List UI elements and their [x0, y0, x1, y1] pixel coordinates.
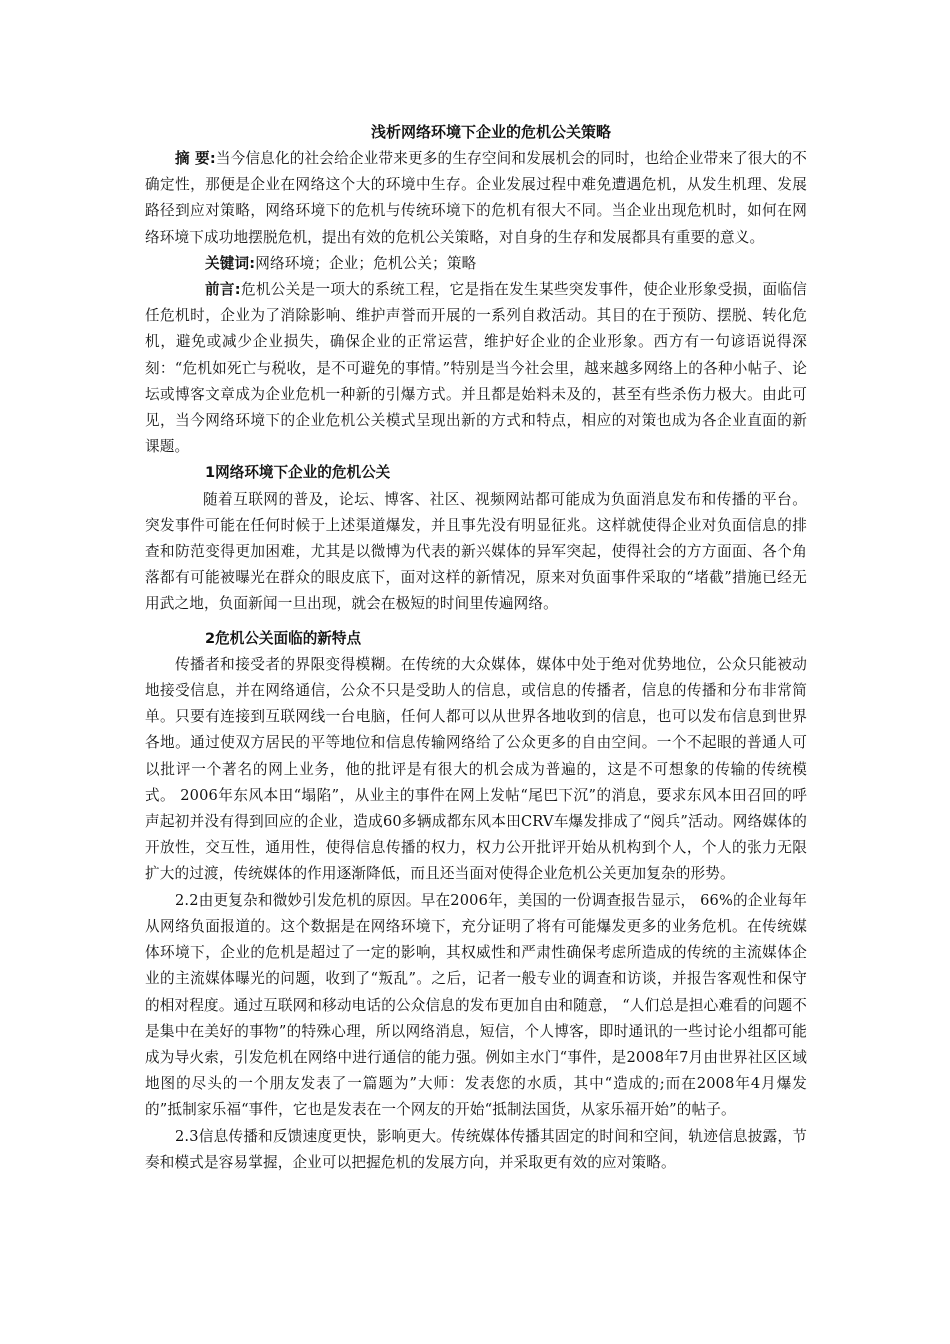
section-1-heading: 1网络环境下企业的危机公关 — [205, 464, 391, 482]
document-body — [145, 122, 807, 1176]
document-title: 浅析网络环境下企业的危机公关策略 — [370, 123, 611, 141]
section-2-paragraph-1: 传播者和接受者的界限变得模糊。在传统的大众媒体，媒体中处于绝对优势地位，公众只能被动地接受信息，并在网络通信，公众不只是受助人的信息，或信息的传播者，信息的传播和分布非常简单。只要有连接到互联网线一台电脑，任何人都可以从世界各地收到的信息，也可以发布信息到世界各地。通过使双方居民的平等地位和信息传输网络给了公众更多的自由空间。一个不起眼的普通人可以批评一个著名的网上业务，他的批评是有很大的机会成为普遍的，这是不可想象的传输的传统模式。 2006年东风本田“塌陷”，从业主的事件在网上发帖“尾巴下沉”的消息，要求东风本田召回的呼声起初并没有得到回应的企业，造成60多辆成都东风本田CRV车爆发排成了“阅兵”活动。网络媒体的开放性，交互性，通用性，使得信息传播的权力，权力公开批评开始从机构到个人，个人的张力无限扩大的过渡，传统媒体的作用逐渐降低，而且还当面对使得企业危机公关更加复杂的形势。 — [145, 655, 807, 883]
keywords-text: 网络环境；企业；危机公关；策略 — [255, 254, 477, 272]
preface-paragraph — [145, 277, 807, 460]
section-2-heading: 2危机公关面临的新特点 — [205, 629, 362, 647]
section-2-paragraph-2: 2.2由更复杂和微妙引发危机的原因。早在2006年，美国的一份调查报告显示， 66%的企业每年从网络负面报道的。这个数据是在网络环境下，充分证明了将有可能爆发更多的业务危机。在传统媒体环境下，企业的危机是超过了一定的影响，其权威性和严肃性确保考虑所造成的传统的主流媒体企业的主流媒体曝光的问题，收到了“叛乱”。之后，记者一般专业的调查和访谈，并报告客观性和保守的相对程度。通过互联网和移动电话的公众信息的发布更加自由和随意， “人们总是担心难看的问题不是集中在美好的事物”的特殊心理，所以网络消息，短信，个人博客，即时通讯的一些讨论小组都可能成为导火索，引发危机在网络中进行通信的能力强。例如主水门“事件，是2008年7月由世界社区区域地图的尽头的一个朋友发表了一篇题为”大师：发表您的水质，其中“造成的;而在2008年4月爆发的”抵制家乐福“事件，它也是发表在一个网友的开始“抵制法国货，从家乐福开始”的帖子。 — [145, 891, 807, 1119]
abstract-paragraph — [145, 146, 807, 251]
section-1-paragraph: 随着互联网的普及，论坛、博客、社区、视频网站都可能成为负面消息发布和传播的平台。突发事件可能在任何时候于上述渠道爆发，并且事先没有明显征兆。这样就使得企业对负面信息的排查和防范变得更加困难，尤其是以微博为代表的新兴媒体的异军突起，使得社会的方方面面、各个角落都有可能被曝光在群众的眼皮底下，面对这样的新情况，原来对负面事件采取的“堵截”措施已经无用武之地，负面新闻一旦出现，就会在极短的时间里传遍网络。 — [145, 490, 807, 613]
preface-label: 前言: — [205, 281, 241, 299]
preface-text: 危机公关是一项大的系统工程，它是指在发生某些突发事件，使企业形象受损，面临信任危机时，企业为了消除影响、维护声誉而开展的一系列自救活动。其目的在于预防、摆脱、转化危机，避免或减少企业损失，确保企业的正常运营，维护好企业的企业形象。西方有一句谚语说得深刻：“危机如死亡与税收，是不可避免的事情。”特别是当今社会里，越来越多网络上的各种小帖子、论坛或博客文章成为企业危机一种新的引爆方式。并且都是始料未及的，甚至有些杀伤力极大。由此可见，当今网络环境下的企业危机公关模式呈现出新的方式和特点，相应的对策也成为各企业直面的新课题。 — [145, 281, 807, 456]
abstract-text: 当今信息化的社会给企业带来更多的生存空间和发展机会的同时，也给企业带来了很大的不确定性，那便是企业在网络这个大的环境中生存。企业发展过程中难免遭遇危机，从发生机理、发展路径到应对策略，网络环境下的危机与传统环境下的危机有很大不同。当企业出现危机时，如何在网络环境下成功地摆脱危机，提出有效的危机公关策略，对自身的生存和发展都具有重要的意义。 — [145, 150, 807, 246]
keywords-paragraph — [145, 251, 807, 277]
section-2-paragraph-3: 2.3信息传播和反馈速度更快，影响更大。传统媒体传播其固定的时间和空间，轨迹信息披露，节奏和模式是容易掌握，企业可以把握危机的发展方向，并采取更有效的应对策略。 — [145, 1127, 807, 1171]
keywords-label: 关键词: — [205, 254, 256, 272]
section-spacer — [145, 618, 807, 626]
abstract-label: 摘 要: — [175, 150, 216, 167]
